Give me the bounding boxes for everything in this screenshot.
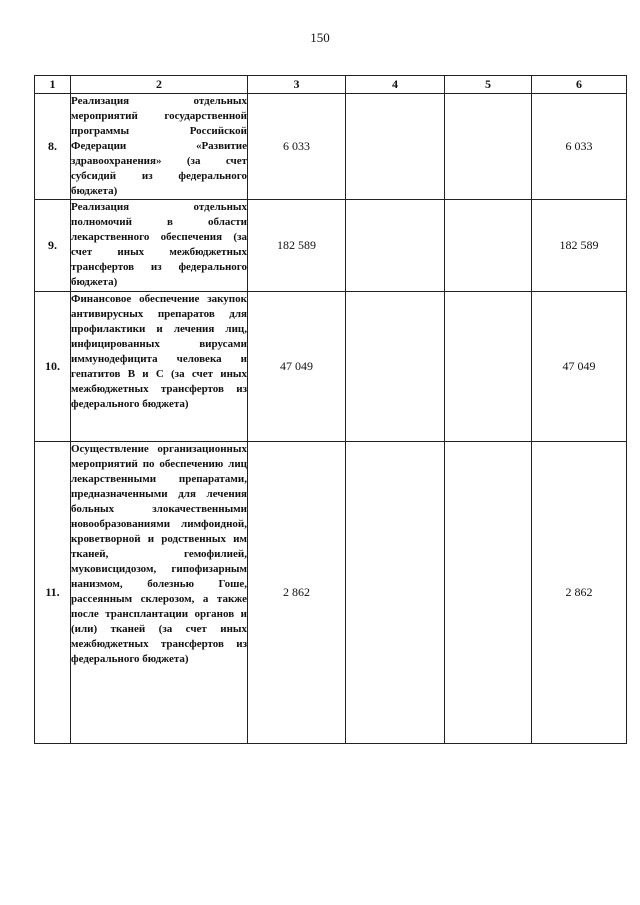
row-number: 10.: [35, 292, 71, 442]
table-row: [35, 200, 627, 292]
row-number: 11.: [35, 442, 71, 744]
cell-col5: [445, 200, 532, 292]
cell-col5: [445, 442, 532, 744]
budget-table: [34, 75, 627, 744]
cell-col6: 6 033: [532, 94, 627, 200]
cell-col4: [346, 94, 445, 200]
column-header-1: 1: [35, 76, 71, 94]
cell-col3: 182 589: [248, 200, 346, 292]
column-header-4: 4: [346, 76, 445, 94]
row-number: 9.: [35, 200, 71, 292]
row-description: Реализация отдельных мероприятий государственной программы Российской Федерации «Развитие здравоохранения» (за счет субсидий из федерального бюджета): [71, 94, 248, 200]
header-row: [35, 76, 627, 94]
column-header-3: 3: [248, 76, 346, 94]
cell-col3: 47 049: [248, 292, 346, 442]
cell-col6: 2 862: [532, 442, 627, 744]
cell-col4: [346, 200, 445, 292]
cell-col5: [445, 94, 532, 200]
cell-col6: 47 049: [532, 292, 627, 442]
column-header-5: 5: [445, 76, 532, 94]
column-header-6: 6: [532, 76, 627, 94]
cell-col4: [346, 292, 445, 442]
cell-col3: 2 862: [248, 442, 346, 744]
table-row: [35, 292, 627, 442]
cell-col5: [445, 292, 532, 442]
cell-col4: [346, 442, 445, 744]
cell-col6: 182 589: [532, 200, 627, 292]
row-number: 8.: [35, 94, 71, 200]
page-number: 150: [310, 30, 330, 45]
column-header-2: 2: [71, 76, 248, 94]
row-description: Финансовое обеспечение закупок антивирусных препаратов для профилактики и лечения лиц, инфицированных вирусами иммунодефицита человека и гепатитов В и С (за счет иных межбюджетных трансфертов из федерального бюджета): [71, 292, 248, 442]
table-row: [35, 442, 627, 744]
table-row: [35, 94, 627, 200]
row-description: Осуществление организационных мероприятий по обеспечению лиц лекарственными препаратами, предназначенными для лечения больных злокачественными новообразованиями лимфоидной, кроветворной и родственных им тканей, гемофилией, муковисцидозом, гипофизарным нанизмом, болезнью Гоше, рассеянным склерозом, а также после трансплантации органов и (или) тканей (за счет иных межбюджетных трансфертов из федерального бюджета): [71, 442, 248, 744]
row-description: Реализация отдельных полномочий в области лекарственного обеспечения (за счет иных межбюджетных трансфертов из федерального бюджета): [71, 200, 248, 292]
cell-col3: 6 033: [248, 94, 346, 200]
